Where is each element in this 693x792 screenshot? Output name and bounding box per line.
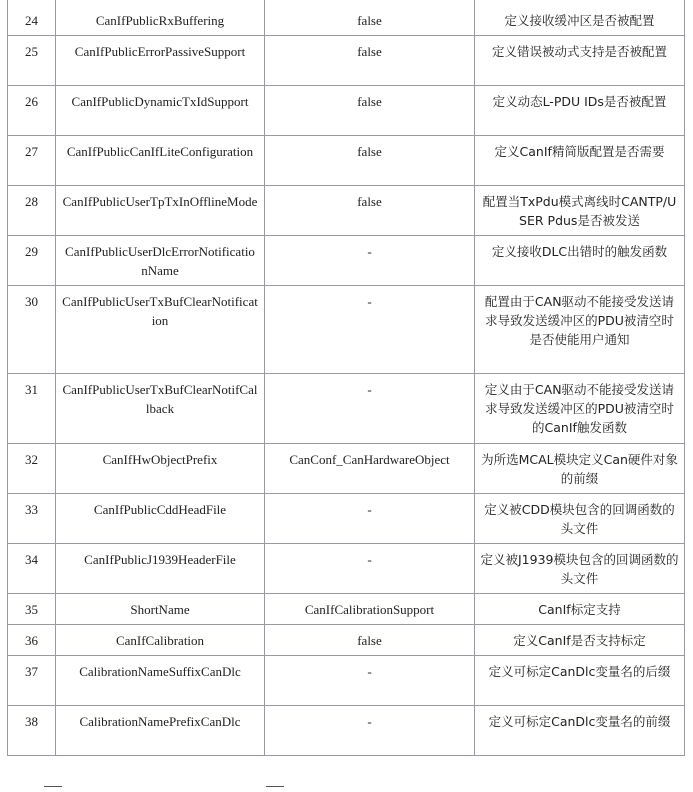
param-value: false [265,86,475,136]
param-value: false [265,186,475,236]
param-description: 定义被CDD模块包含的回调函数的头文件 [475,494,685,544]
param-name: CanIfHwObjectPrefix [56,444,265,494]
param-value: - [265,286,475,374]
row-number: 36 [8,625,56,656]
row-number: 25 [8,36,56,86]
table-row [8,136,685,186]
table-row [8,236,685,286]
table-row [8,544,685,594]
param-name: CanIfPublicRxBuffering [56,0,265,36]
param-name: CanIfPublicDynamicTxIdSupport [56,86,265,136]
row-number: 32 [8,444,56,494]
param-name: CanIfPublicUserTxBufClearNotification [56,286,265,374]
row-number: 35 [8,594,56,625]
param-value: - [265,374,475,444]
param-value: - [265,236,475,286]
table-row [8,86,685,136]
row-number: 38 [8,706,56,756]
param-name: CanIfPublicJ1939HeaderFile [56,544,265,594]
table-row [8,494,685,544]
row-number: 33 [8,494,56,544]
param-value: - [265,544,475,594]
row-number: 30 [8,286,56,374]
param-value: - [265,706,475,756]
table-row [8,186,685,236]
param-description: 定义可标定CanDlc变量名的后缀 [475,656,685,706]
param-description: 定义错误被动式支持是否被配置 [475,36,685,86]
table-row [8,444,685,494]
table-row [8,706,685,756]
table-row [8,0,685,36]
page-fragment-mark [44,786,62,789]
param-value: - [265,494,475,544]
table-row [8,594,685,625]
param-name: CanIfCalibration [56,625,265,656]
param-description: 为所选MCAL模块定义Can硬件对象的前缀 [475,444,685,494]
param-description: 定义接收DLC出错时的触发函数 [475,236,685,286]
param-name: CanIfPublicCddHeadFile [56,494,265,544]
row-number: 26 [8,86,56,136]
param-description: 定义CanIf精简版配置是否需要 [475,136,685,186]
param-name: CanIfPublicUserTxBufClearNotifCallback [56,374,265,444]
parameter-table-wrapper [7,0,684,756]
param-value: false [265,625,475,656]
param-description: 定义被J1939模块包含的回调函数的头文件 [475,544,685,594]
row-number: 37 [8,656,56,706]
param-name: CalibrationNamePrefixCanDlc [56,706,265,756]
row-number: 28 [8,186,56,236]
table-row [8,656,685,706]
param-description: 定义接收缓冲区是否被配置 [475,0,685,36]
page-fragment-mark [266,786,284,789]
param-description: 定义CanIf是否支持标定 [475,625,685,656]
param-name: CanIfPublicUserTpTxInOfflineMode [56,186,265,236]
param-name: CanIfPublicUserDlcErrorNotificationName [56,236,265,286]
param-value: false [265,36,475,86]
param-value: - [265,656,475,706]
param-description: CanIf标定支持 [475,594,685,625]
row-number: 24 [8,0,56,36]
row-number: 29 [8,236,56,286]
param-description: 配置由于CAN驱动不能接受发送请求导致发送缓冲区的PDU被清空时是否使能用户通知 [475,286,685,374]
param-name: CalibrationNameSuffixCanDlc [56,656,265,706]
param-description: 定义动态L-PDU IDs是否被配置 [475,86,685,136]
table-row [8,36,685,86]
param-description: 定义由于CAN驱动不能接受发送请求导致发送缓冲区的PDU被清空时的CanIf触发函数 [475,374,685,444]
table-row [8,374,685,444]
param-name: CanIfPublicErrorPassiveSupport [56,36,265,86]
row-number: 27 [8,136,56,186]
param-value: false [265,0,475,36]
param-value: CanIfCalibrationSupport [265,594,475,625]
parameter-table [7,0,685,756]
param-value: false [265,136,475,186]
param-name: ShortName [56,594,265,625]
table-row [8,286,685,374]
table-body [8,0,685,756]
param-value: CanConf_CanHardwareObject [265,444,475,494]
param-description: 定义可标定CanDlc变量名的前缀 [475,706,685,756]
table-row [8,625,685,656]
param-name: CanIfPublicCanIfLiteConfiguration [56,136,265,186]
param-description: 配置当TxPdu模式离线时CANTP/USER Pdus是否被发送 [475,186,685,236]
row-number: 34 [8,544,56,594]
row-number: 31 [8,374,56,444]
